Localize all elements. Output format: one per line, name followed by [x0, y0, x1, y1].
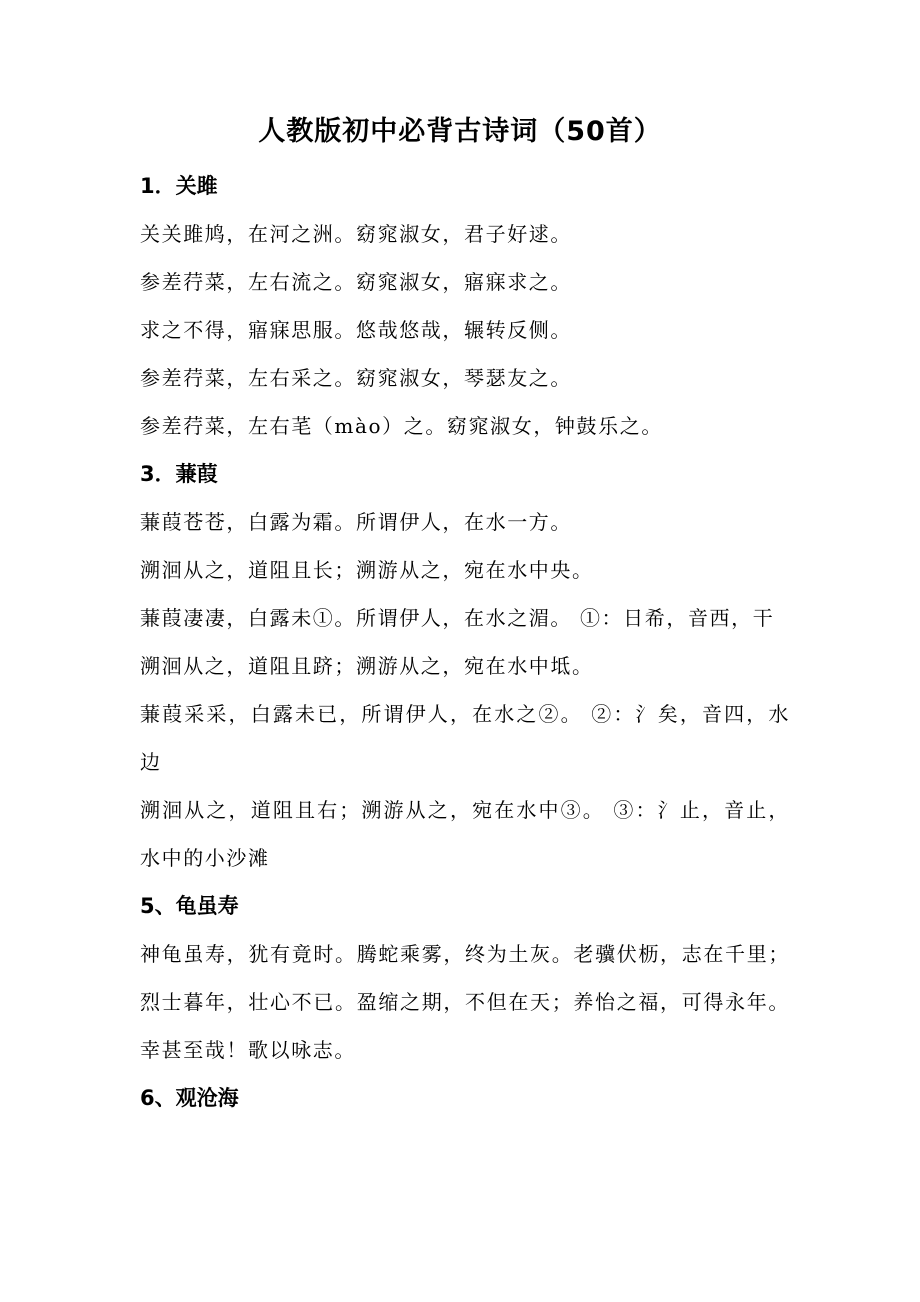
poem-heading-guancanghai: 6、观沧海	[140, 1086, 239, 1110]
poem-line-with-note: 溯洄从之，道阻且右；溯游从之，宛在水中③。 ③：氵止，音止，水中的小沙滩	[140, 798, 790, 870]
poem-line: 蒹葭苍苍，白露为霜。所谓伊人，在水一方。	[140, 510, 572, 534]
poem-heading-jianjia: 3．蒹葭	[140, 462, 218, 486]
poem-line-with-note: 蒹葭凄凄，白露未①。所谓伊人，在水之湄。 ①：日希，音西，干	[140, 606, 775, 630]
poem-line: 参差荇菜，左右采之。窈窕淑女，琴瑟友之。	[140, 366, 572, 390]
poem-line: 参差荇菜，左右芼（mào）之。窈窕淑女，钟鼓乐之。	[140, 414, 663, 438]
document-body	[140, 162, 790, 1122]
poem-heading-guanju: 1．关雎	[140, 174, 218, 198]
poem-paragraph: 神龟虽寿，犹有竟时。腾蛇乘雾，终为土灰。老骥伏枥，志在千里；烈士暮年，壮心不已。盈缩之期，不但在天；养怡之福，可得永年。幸甚至哉！歌以咏志。	[140, 942, 790, 1062]
document-title: 人教版初中必背古诗词（50首）	[258, 116, 662, 147]
poem-heading-guisuishou: 5、龟虽寿	[140, 894, 239, 918]
poem-line: 溯洄从之，道阻且跻；溯游从之，宛在水中坻。	[140, 654, 594, 678]
poem-line: 求之不得，寤寐思服。悠哉悠哉，辗转反侧。	[140, 318, 572, 342]
poem-line: 溯洄从之，道阻且长；溯游从之，宛在水中央。	[140, 558, 594, 582]
poem-line: 参差荇菜，左右流之。窈窕淑女，寤寐求之。	[140, 270, 572, 294]
poem-line-with-note: 蒹葭采采，白露未已，所谓伊人，在水之②。 ②：氵矣，音四，水边	[140, 702, 790, 774]
poem-line: 关关雎鸠，在河之洲。窈窕淑女，君子好逑。	[140, 222, 572, 246]
